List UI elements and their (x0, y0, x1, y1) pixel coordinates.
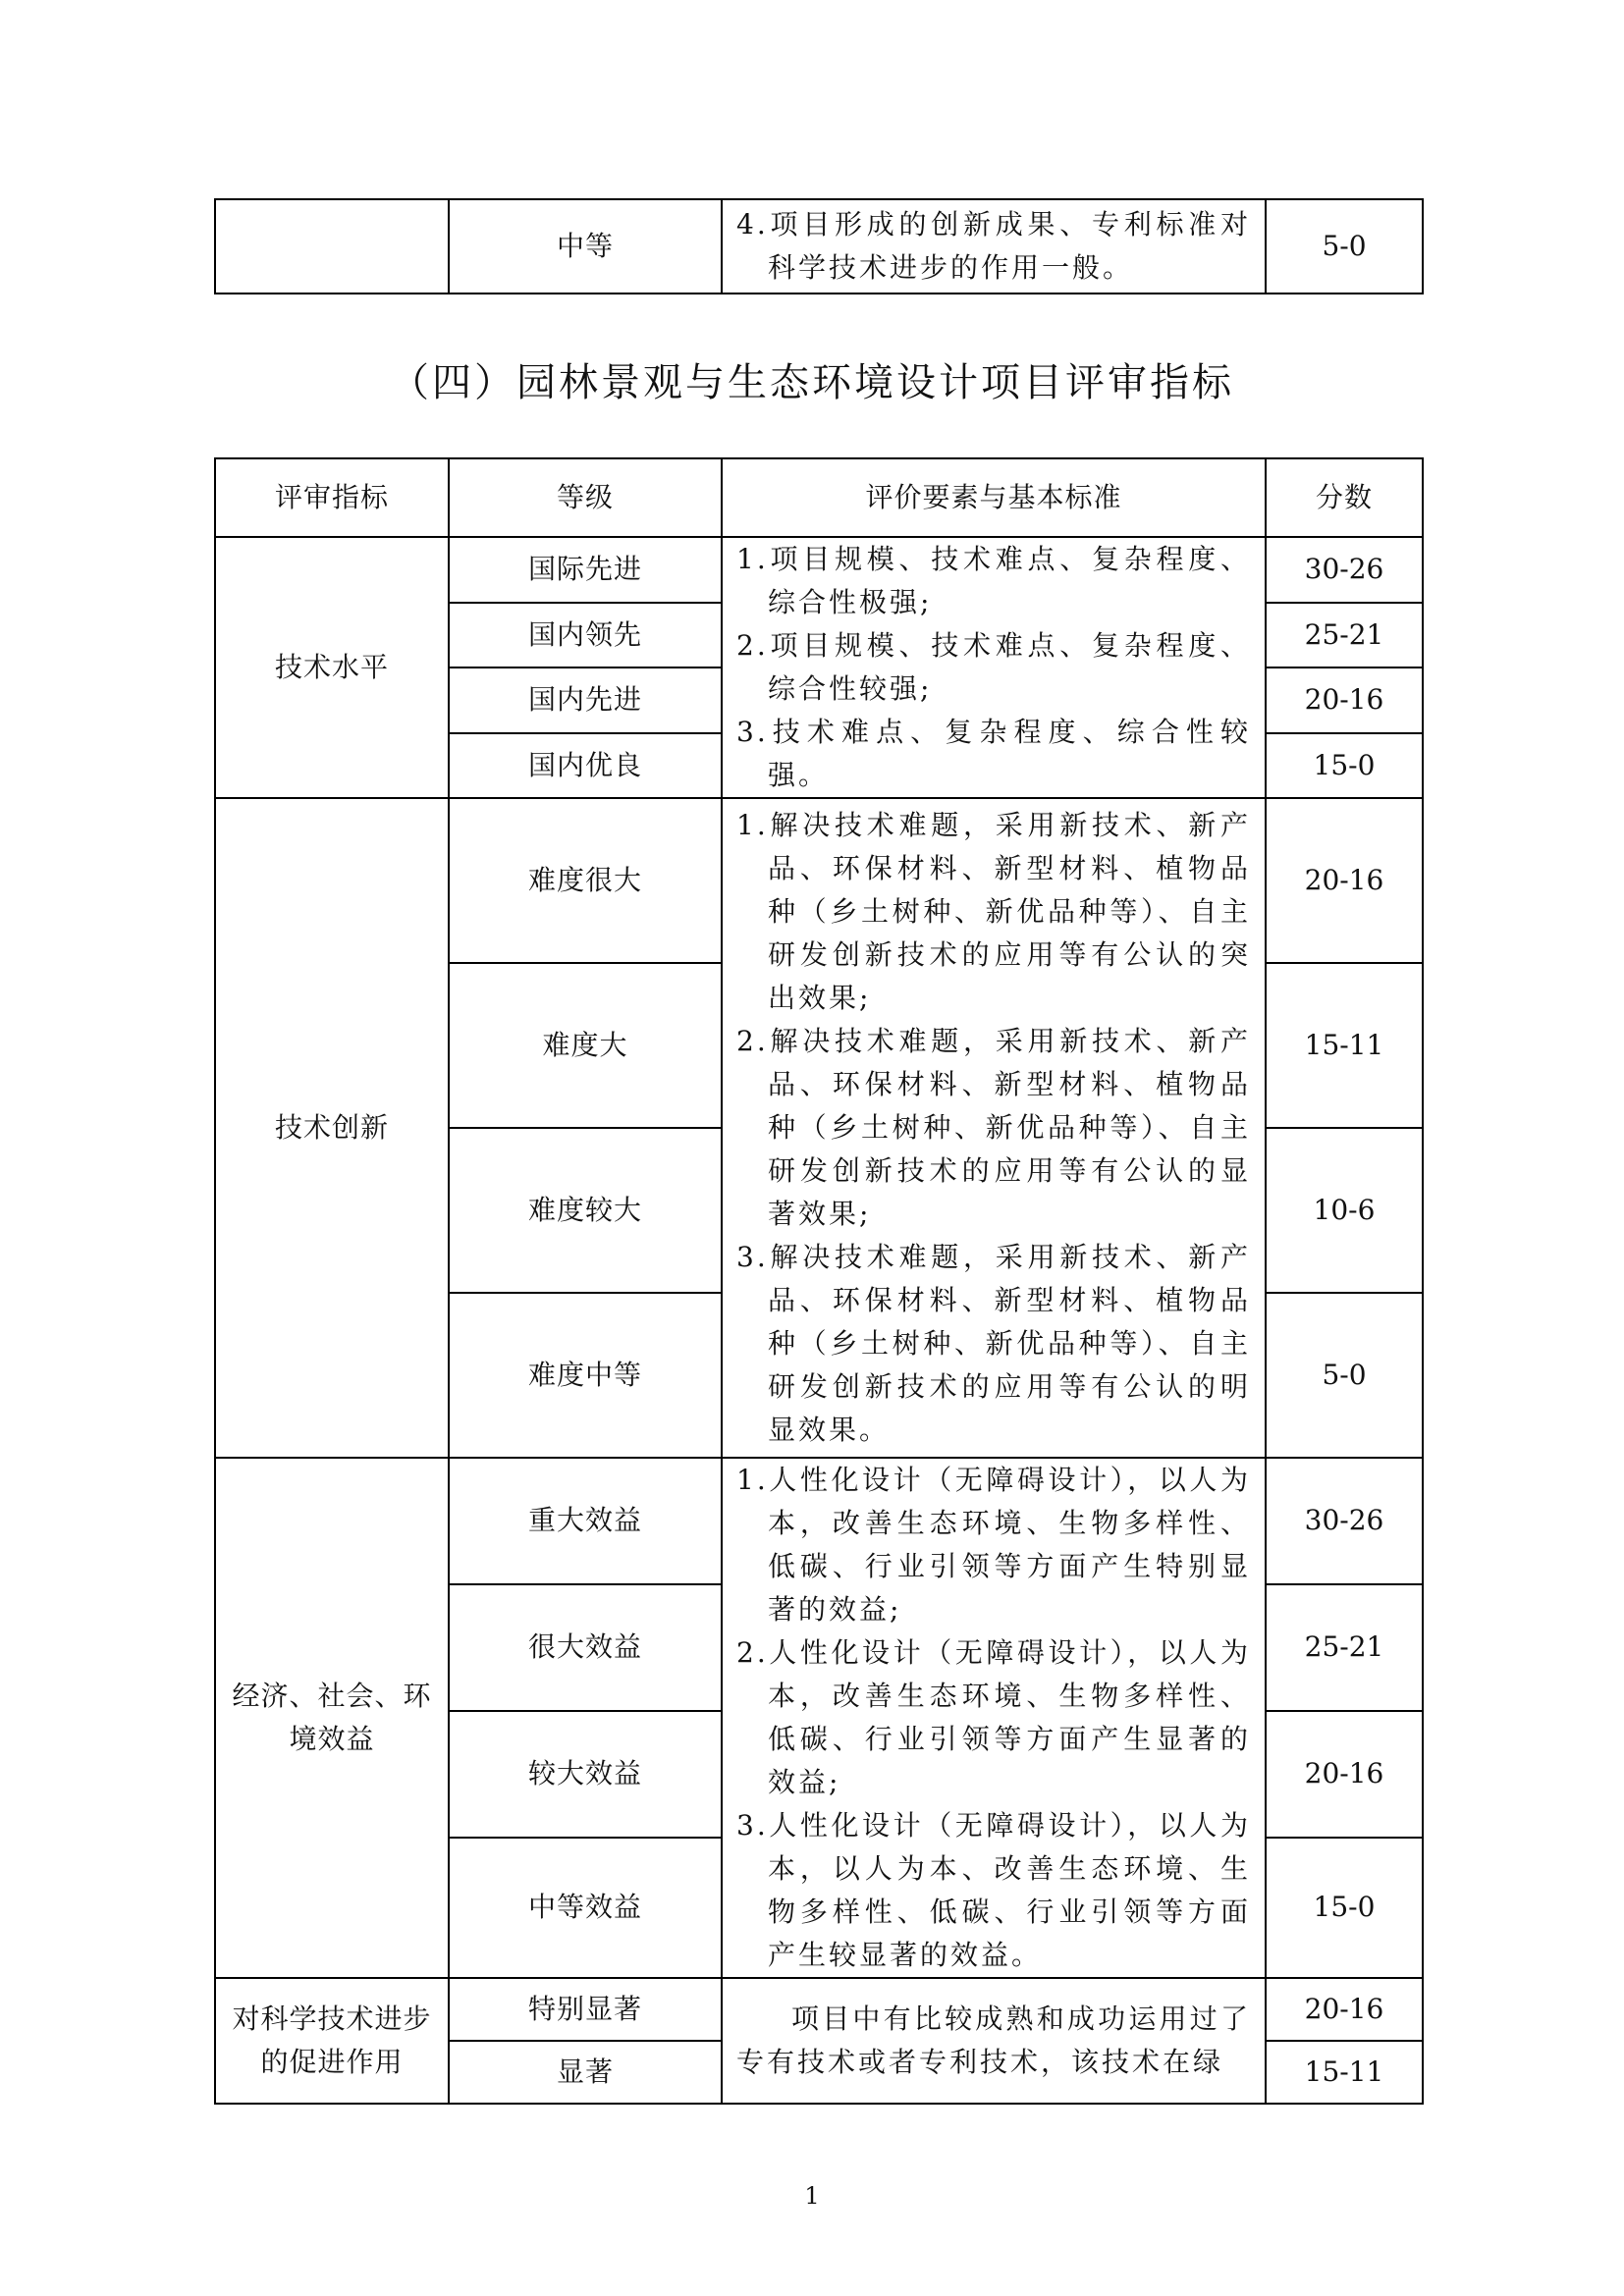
table-row (215, 199, 1423, 294)
level-cell: 显著 (449, 2041, 722, 2104)
criteria-item: 项目中有比较成熟和成功运用过了专有技术或者专利技术，该技术在绿 (736, 2002, 1251, 2078)
level-cell: 较大效益 (449, 1711, 722, 1838)
section-title: （四）园林景观与生态环境设计项目评审指标 (390, 360, 1234, 405)
score-cell: 25-21 (1266, 1584, 1423, 1711)
indicator-technical-level: 技术水平 (215, 537, 449, 798)
level-cell: 中等 (449, 199, 722, 294)
indicator-benefits: 经济、社会、环境效益 (215, 1458, 449, 1978)
criteria-item: 2.项目规模、技术难点、复杂程度、综合性较强; (736, 629, 1251, 705)
level-cell: 国际先进 (449, 537, 722, 603)
score-cell: 20-16 (1266, 798, 1423, 963)
criteria-item: 2.人性化设计（无障碍设计），以人为本，改善生态环境、生物多样性、低碳、行业引领等方面产生显著的效益; (736, 1636, 1251, 1798)
header-indicator: 评审指标 (215, 458, 449, 537)
level-cell: 国内先进 (449, 667, 722, 733)
score-cell: 15-11 (1266, 2041, 1423, 2104)
continuation-table (214, 198, 1424, 294)
criteria-item: 4.项目形成的创新成果、专利标准对科学技术进步的作用一般。 (736, 208, 1251, 284)
criteria-cell (722, 199, 1266, 294)
score-cell: 20-16 (1266, 1978, 1423, 2041)
score-cell: 5-0 (1266, 1293, 1423, 1458)
header-level: 等级 (449, 458, 722, 537)
level-cell: 难度较大 (449, 1128, 722, 1293)
header-criteria: 评价要素与基本标准 (722, 458, 1266, 537)
indicator-cell (215, 199, 449, 294)
level-cell: 难度很大 (449, 798, 722, 963)
criteria-item: 1.人性化设计（无障碍设计），以人为本，改善生态环境、生物多样性、低碳、行业引领等方面产生特别显著的效益; (736, 1464, 1251, 1626)
indicator-science-progress: 对科学技术进步的促进作用 (215, 1978, 449, 2104)
criteria-cell (722, 1458, 1266, 1978)
table-row (215, 1978, 1423, 2041)
criteria-item: 1.项目规模、技术难点、复杂程度、综合性极强; (736, 543, 1251, 618)
table-row (215, 798, 1423, 963)
indicator-technical-innovation: 技术创新 (215, 798, 449, 1458)
header-score: 分数 (1266, 458, 1423, 537)
level-cell: 重大效益 (449, 1458, 722, 1584)
evaluation-table (214, 457, 1424, 2105)
score-cell: 15-11 (1266, 963, 1423, 1128)
criteria-item: 3.解决技术难题，采用新技术、新产品、环保材料、新型材料、植物品种（乡土树种、新优品种等）、自主研发创新技术的应用等有公认的明显效果。 (736, 1241, 1251, 1446)
criteria-cell (722, 537, 1266, 798)
level-cell: 中等效益 (449, 1838, 722, 1978)
level-cell: 难度大 (449, 963, 722, 1128)
level-cell: 国内领先 (449, 603, 722, 668)
criteria-item: 3.人性化设计（无障碍设计），以人为本，以人为本、改善生态环境、生物多样性、低碳、行业引领等方面产生较显著的效益。 (736, 1809, 1251, 1971)
criteria-item: 1.解决技术难题，采用新技术、新产品、环保材料、新型材料、植物品种（乡土树种、新优品种等）、自主研发创新技术的应用等有公认的突出效果; (736, 809, 1251, 1014)
criteria-item: 3.技术难点、复杂程度、综合性较强。 (736, 716, 1251, 791)
score-cell: 30-26 (1266, 1458, 1423, 1584)
table-row (215, 1458, 1423, 1584)
criteria-cell (722, 798, 1266, 1458)
score-cell: 25-21 (1266, 603, 1423, 668)
score-cell: 10-6 (1266, 1128, 1423, 1293)
level-cell: 国内优良 (449, 733, 722, 799)
score-cell: 20-16 (1266, 667, 1423, 733)
score-cell: 15-0 (1266, 1838, 1423, 1978)
level-cell: 难度中等 (449, 1293, 722, 1458)
criteria-item: 2.解决技术难题，采用新技术、新产品、环保材料、新型材料、植物品种（乡土树种、新优品种等）、自主研发创新技术的应用等有公认的显著效果; (736, 1025, 1251, 1230)
level-cell: 特别显著 (449, 1978, 722, 2041)
score-cell: 15-0 (1266, 733, 1423, 799)
score-cell: 30-26 (1266, 537, 1423, 603)
header-row (215, 458, 1423, 537)
page-number: 1 (804, 2182, 820, 2210)
table-row (215, 537, 1423, 603)
criteria-cell (722, 1978, 1266, 2104)
level-cell: 很大效益 (449, 1584, 722, 1711)
score-cell: 20-16 (1266, 1711, 1423, 1838)
score-cell: 5-0 (1266, 199, 1423, 294)
